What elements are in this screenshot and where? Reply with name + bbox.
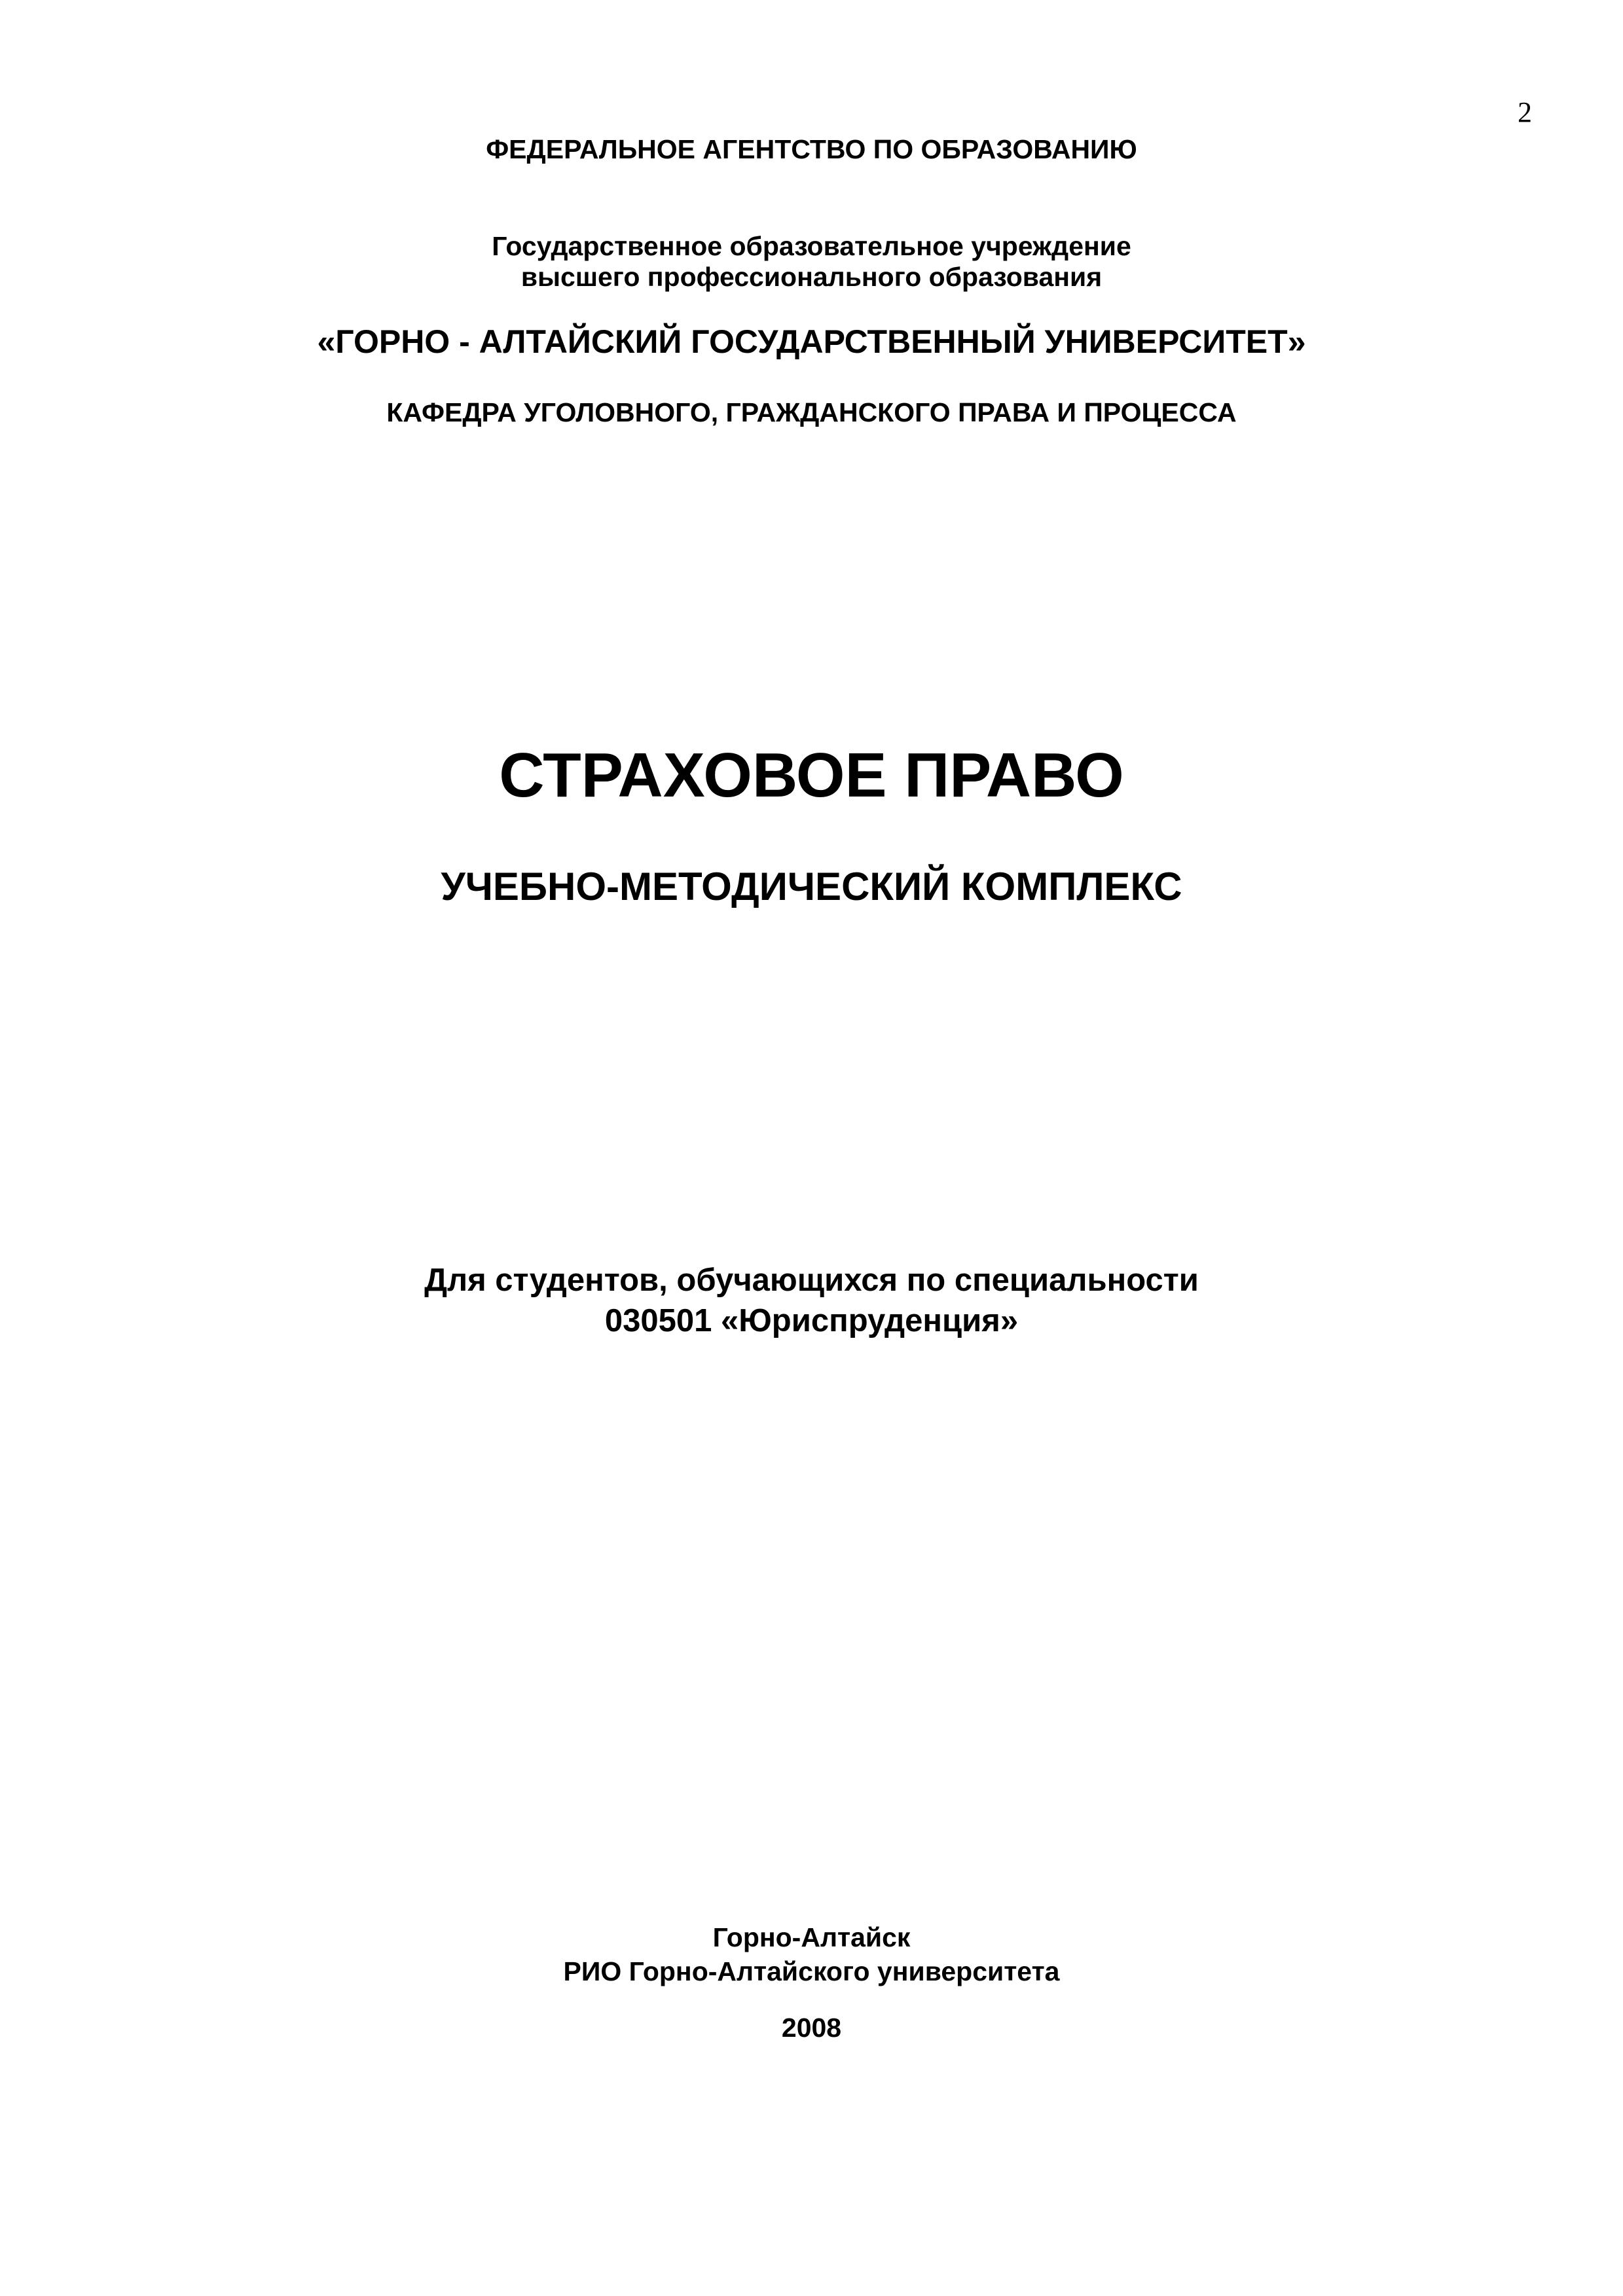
imprint-year: 2008: [781, 2013, 842, 2043]
audience-line-1: Для студентов, обучающихся по специальности: [424, 1263, 1199, 1298]
agency-name: ФЕДЕРАЛЬНОЕ АГЕНТСТВО ПО ОБРАЗОВАНИЮ: [486, 134, 1137, 164]
university-name: «ГОРНО - АЛТАЙСКИЙ ГОСУДАРСТВЕННЫЙ УНИВЕРСИТЕТ»: [317, 323, 1306, 360]
imprint-city: Горно-Алтайск: [712, 1922, 911, 1952]
document-subtitle: УЧЕБНО-МЕТОДИЧЕСКИЙ КОМПЛЕКС: [441, 865, 1182, 908]
document-title: СТРАХОВОЕ ПРАВО: [499, 740, 1124, 810]
institution-type-line-1: Государственное образовательное учреждение: [492, 231, 1131, 261]
imprint-publisher: РИО Горно-Алтайского университета: [563, 1956, 1060, 1986]
audience-line-2: 030501 «Юриспруденция»: [604, 1303, 1019, 1338]
institution-type-line-2: высшего профессионального образования: [520, 262, 1103, 292]
department-name: КАФЕДРА УГОЛОВНОГО, ГРАЖДАНСКОГО ПРАВА И ПРОЦЕССА: [386, 397, 1237, 427]
page-number: 2: [1518, 96, 1532, 128]
